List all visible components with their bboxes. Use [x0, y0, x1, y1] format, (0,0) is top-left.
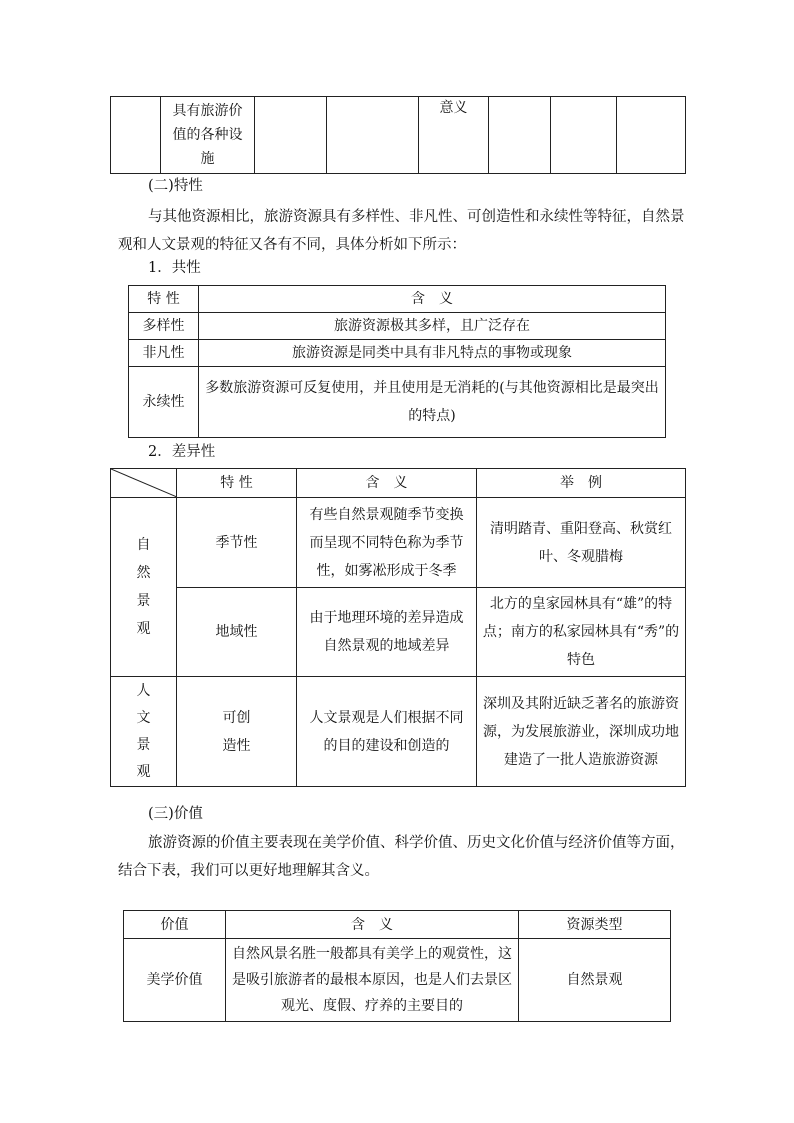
- difference-table: [110, 468, 686, 787]
- cell: [617, 97, 686, 174]
- header-cell: 资源类型: [519, 911, 671, 939]
- cell: [255, 97, 327, 174]
- meaning-cell: 有些自然景观随季节变换而呈现不同特色称为季节性，如雾凇形成于冬季: [297, 498, 477, 588]
- cell: 意义: [419, 97, 489, 174]
- section-heading: (二)特性: [148, 178, 203, 194]
- subsection-heading: 2．差异性: [148, 444, 216, 460]
- header-cell: 价值: [124, 911, 226, 939]
- cell: [111, 97, 161, 174]
- section-intro: 与其他资源相比，旅游资源具有多样性、非凡性、可创造性和永续性等特征，自然景观和人文景观的特征又各有不同，具体分析如下所示：: [118, 209, 685, 253]
- value-cell: 美学价值: [124, 939, 226, 1022]
- example-cell: 北方的皇家园林具有“雄”的特点；南方的私家园林具有“秀”的特色: [477, 588, 686, 677]
- cell: [489, 97, 551, 174]
- meaning-cell: 人文景观是人们根据不同的目的建设和创造的: [297, 677, 477, 787]
- group-cell-natural: [111, 498, 177, 677]
- header-cell: 特 性: [177, 469, 297, 498]
- cell: 具有旅游价值的各种设施: [161, 97, 255, 174]
- meaning-cell: 多数旅游资源可反复使用，并且使用是无消耗的(与其他资源相比是最突出的特点): [199, 367, 666, 438]
- section-intro: 旅游资源的价值主要表现在美学价值、科学价值、历史文化价值与经济价值等方面，结合下表，我们可以更好地理解其含义。: [118, 835, 685, 879]
- header-cell: 含 义: [297, 469, 477, 498]
- cell: [551, 97, 617, 174]
- meaning-cell: 旅游资源是同类中具有非凡特点的事物或现象: [199, 340, 666, 367]
- header-cell: 含 义: [199, 286, 666, 313]
- section-heading: (三)价值: [148, 806, 203, 822]
- header-cell: 特 性: [129, 286, 199, 313]
- group-cell-cultural: [111, 677, 177, 787]
- trait-cell: 永续性: [129, 367, 199, 438]
- cell: [327, 97, 419, 174]
- diagonal-line: [111, 469, 177, 497]
- trait-label: 可创造性: [222, 709, 251, 754]
- top-table: [110, 96, 686, 174]
- value-table: [123, 910, 671, 1022]
- trait-cell: 非凡性: [129, 340, 199, 367]
- subsection-heading: 1．共性: [148, 260, 201, 276]
- trait-cell: 多样性: [129, 313, 199, 340]
- example-cell: 深圳及其附近缺乏著名的旅游资源，为发展旅游业，深圳成功地建造了一批人造旅游资源: [477, 677, 686, 787]
- meaning-cell: 自然风景名胜一般都具有美学上的观赏性，这是吸引旅游者的最根本原因，也是人们去景区观光、度假、疗养的主要目的: [226, 939, 519, 1022]
- group-label: 自然景观: [136, 537, 151, 637]
- example-cell: 清明踏青、重阳登高、秋赏红叶、冬观腊梅: [477, 498, 686, 588]
- group-label: 人文景观: [136, 682, 151, 780]
- header-cell: 举 例: [477, 469, 686, 498]
- trait-cell: [177, 677, 297, 787]
- type-cell: 自然景观: [519, 939, 671, 1022]
- trait-cell: 季节性: [177, 498, 297, 588]
- common-traits-table: [128, 285, 666, 438]
- diagonal-header-cell: [111, 469, 177, 498]
- meaning-cell: 旅游资源极其多样，且广泛存在: [199, 313, 666, 340]
- header-cell: 含 义: [226, 911, 519, 939]
- meaning-cell: 由于地理环境的差异造成自然景观的地域差异: [297, 588, 477, 677]
- trait-cell: 地域性: [177, 588, 297, 677]
